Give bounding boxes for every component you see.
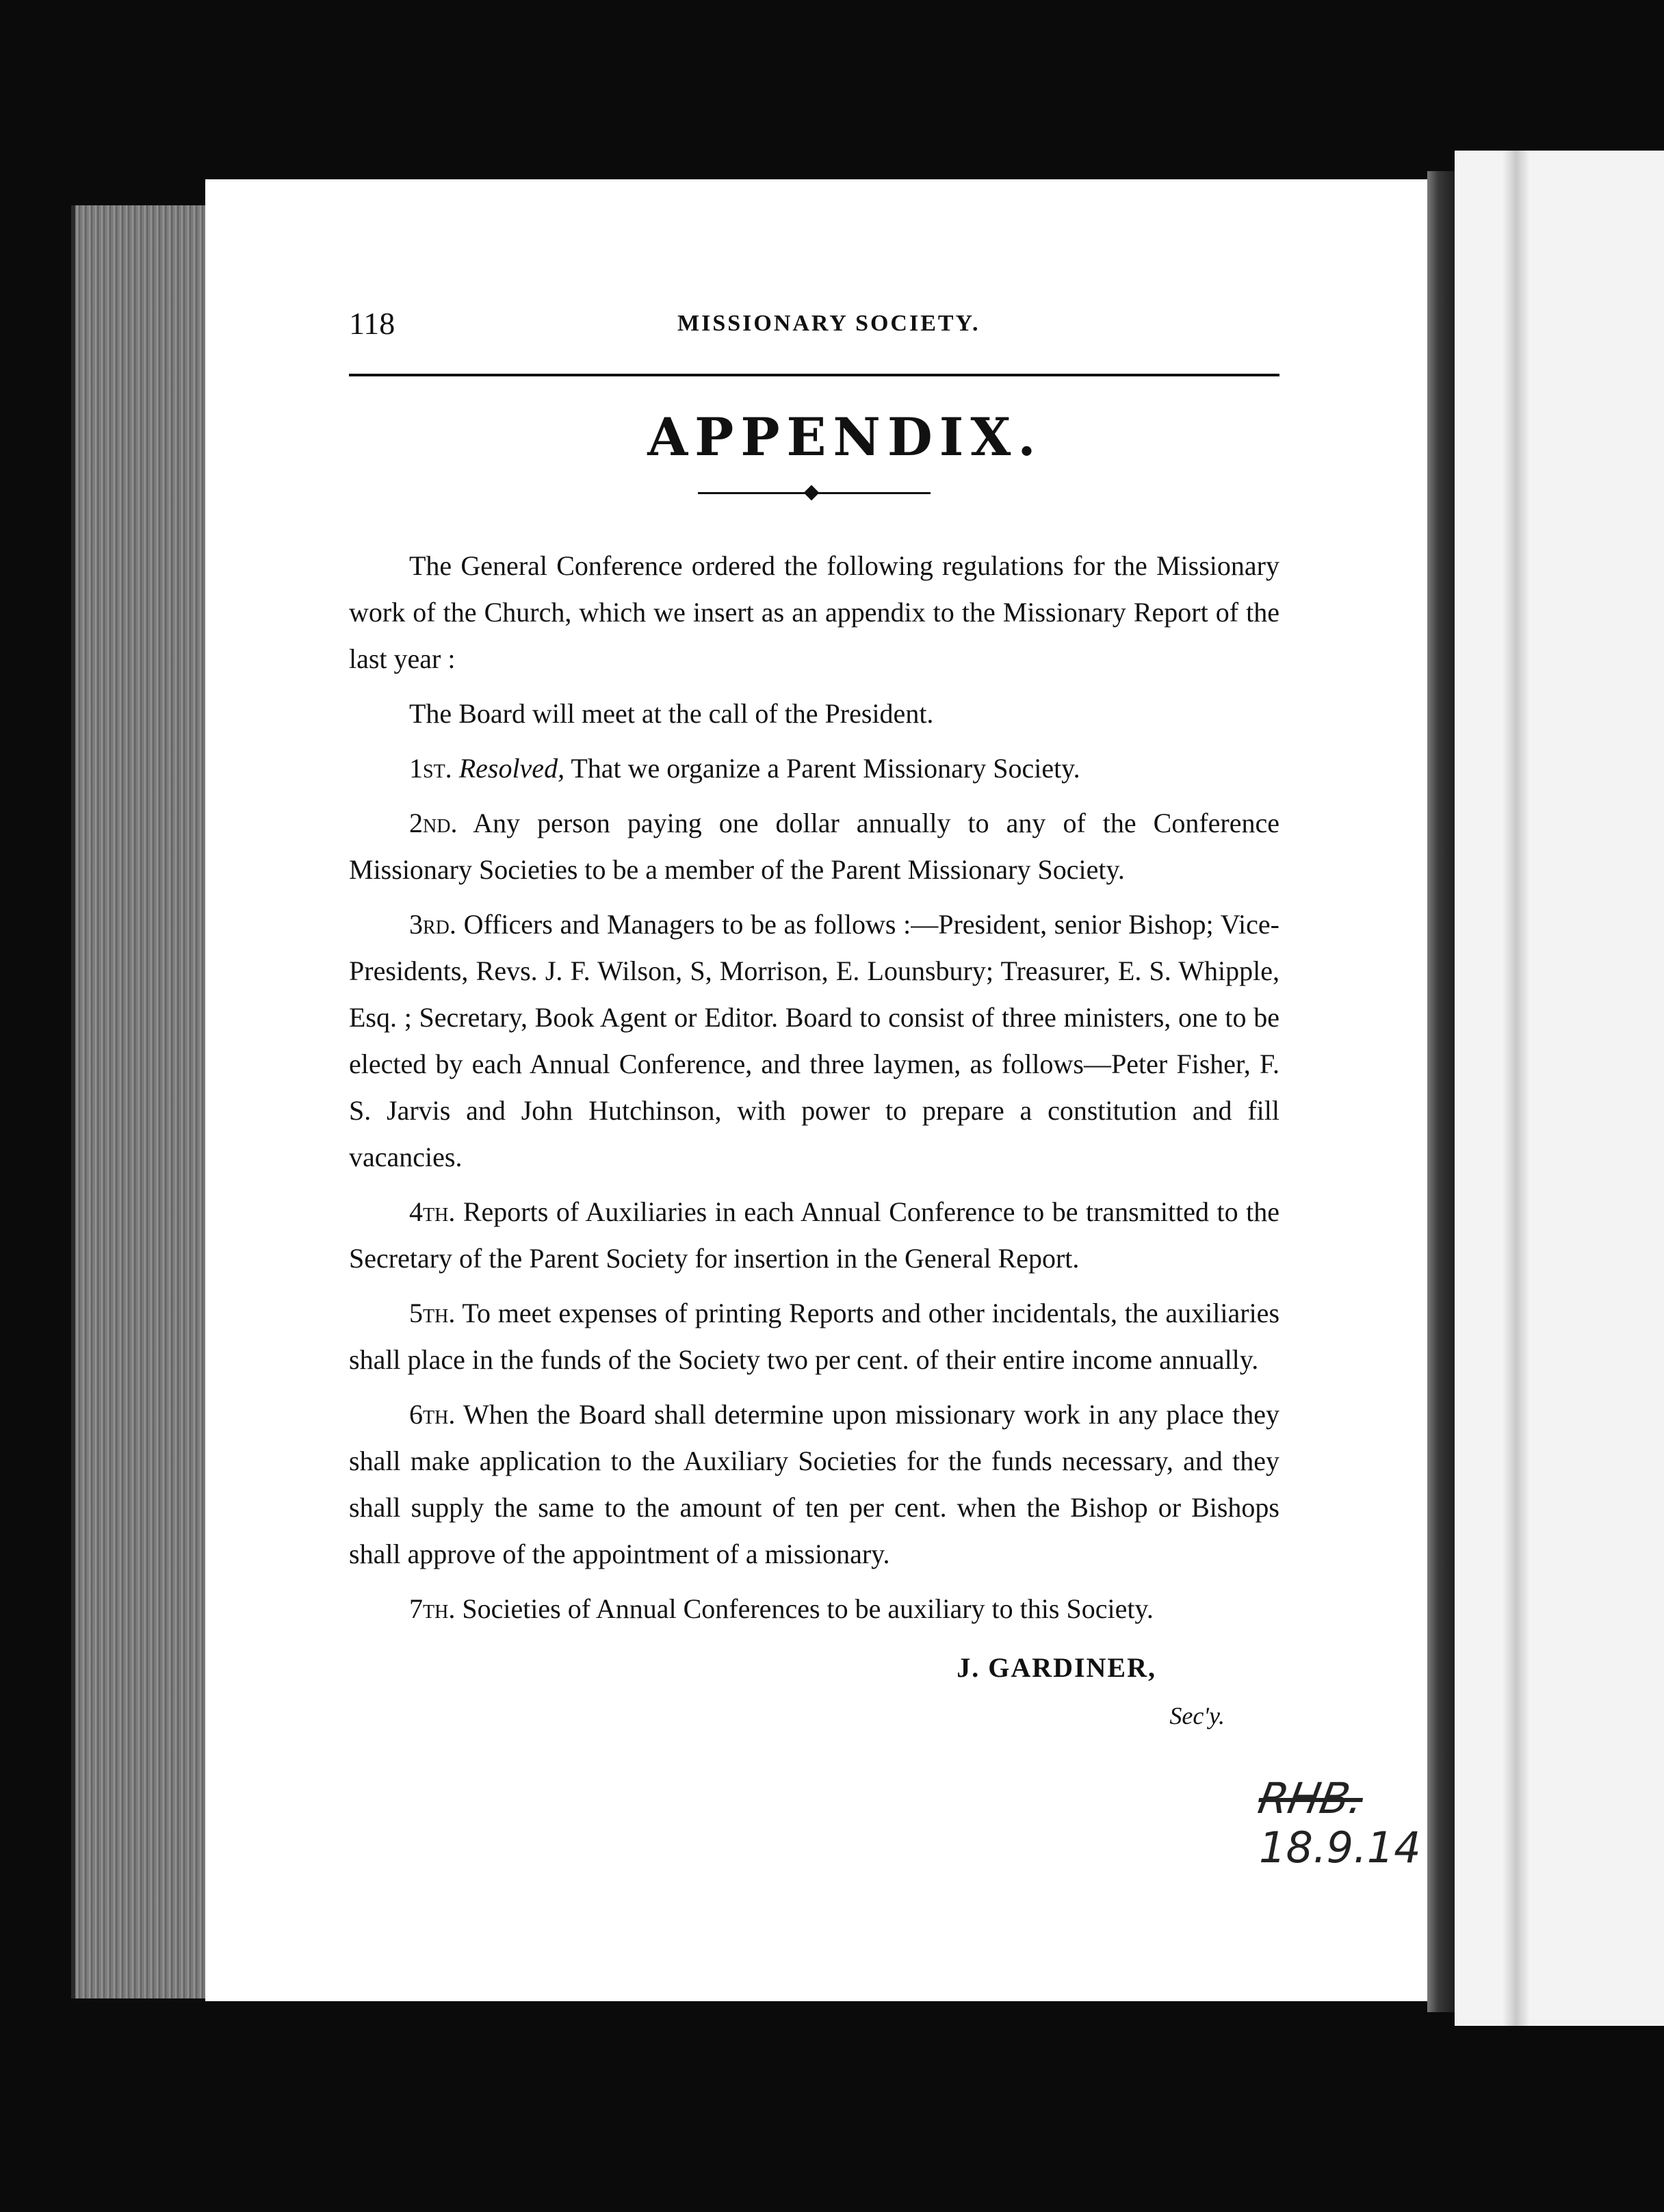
book-page-edges: [71, 205, 212, 1998]
ornamental-divider: [698, 487, 931, 499]
page-content: [349, 305, 1279, 1730]
resolution-2-text: Any person paying one dollar annually to any of the Conference Missionary Societies to be a member of the Parent Missionary Society.: [349, 808, 1279, 885]
resolution-1: [349, 745, 1279, 792]
resolution-7: [349, 1586, 1279, 1632]
resolution-1-text: That we organize a Parent Missionary Society.: [571, 753, 1080, 784]
handwritten-annotation: [1254, 1773, 1421, 1873]
header-rule: [349, 374, 1279, 376]
resolution-4-text: Reports of Auxiliaries in each Annual Conference to be transmitted to the Secretary of the Parent Society for insertion in the General Report.: [349, 1196, 1279, 1274]
resolution-2-label: 2nd.: [409, 808, 458, 838]
book-gutter: [1427, 171, 1455, 2012]
resolution-6: [349, 1391, 1279, 1578]
resolution-4-label: 4th.: [409, 1196, 456, 1227]
resolution-5-label: 5th.: [409, 1298, 456, 1328]
resolution-6-label: 6th.: [409, 1399, 456, 1430]
page: [205, 179, 1427, 2001]
handwritten-initials: RHB.: [1254, 1773, 1368, 1823]
intro-paragraph: [349, 543, 1279, 682]
resolution-3-text: Officers and Managers to be as follows :—President, senior Bishop; Vice-Presidents, Revs. J. F. Wilson, S, Morrison, E. Lounsbury; Treasurer, E. S. Whipple, Esq. ; Secretary, Book Agent or Editor. Board to consist of three ministers, one to be elected by each Annual Conference, and three laymen, as follows—Peter Fisher, F. S. Jarvis and John Hutchinson, with power to prepare a constitution and fill vacancies.: [349, 909, 1279, 1172]
resolution-2: [349, 800, 1279, 893]
resolution-4: [349, 1189, 1279, 1282]
signature-title: Sec'y.: [1169, 1702, 1225, 1729]
handwritten-date: 18.9.14: [1259, 1823, 1421, 1873]
running-head: [349, 305, 1279, 346]
resolution-3-label: 3rd.: [409, 909, 456, 940]
facing-page: [1455, 151, 1664, 2026]
board-text: The Board will meet at the call of the President.: [409, 698, 934, 729]
board-paragraph: [349, 691, 1279, 737]
ornament-diamond-icon: [804, 485, 820, 501]
running-title: MISSIONARY SOCIETY.: [677, 311, 980, 336]
signature-name: J. GARDINER,: [957, 1652, 1156, 1683]
appendix-body: [349, 543, 1279, 1632]
resolution-6-text: When the Board shall determine upon missionary work in any place they shall make application to the Auxiliary Societies for the funds necessary, and they shall supply the same to the amount of ten per cent. when the Bishop or Bishops shall approve of the appointment of a missionary.: [349, 1399, 1279, 1569]
resolution-7-label: 7th.: [409, 1593, 456, 1624]
facing-page-shadow: [1503, 151, 1530, 2026]
resolution-1-italic: Resolved,: [458, 753, 565, 784]
resolution-5-text: To meet expenses of printing Reports and other incidentals, the auxiliaries shall place in the funds of the Society two per cent. of their entire income annually.: [349, 1298, 1280, 1375]
resolution-5: [349, 1290, 1279, 1383]
appendix-title: APPENDIX.: [647, 407, 1043, 467]
page-number: 118: [349, 306, 395, 341]
intro-text: The General Conference ordered the following regulations for the Missionary work of the Church, which we insert as an appendix to the Missionary Report of the last year :: [349, 550, 1279, 674]
resolution-1-label: 1st.: [409, 753, 452, 784]
resolution-3: [349, 901, 1279, 1181]
resolution-7-text: Societies of Annual Conferences to be auxiliary to this Society.: [462, 1593, 1154, 1624]
